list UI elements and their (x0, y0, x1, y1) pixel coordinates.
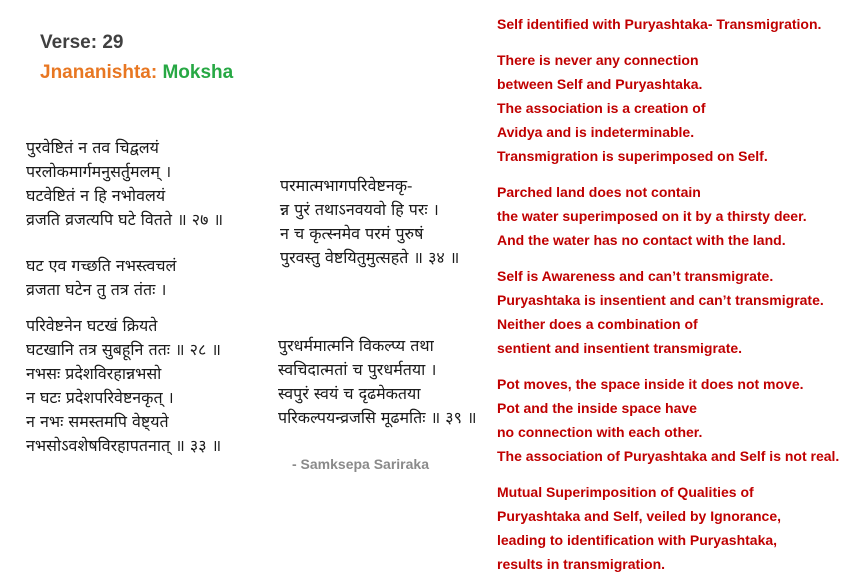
sanskrit-verse-28-33 (26, 314, 221, 458)
subtitle-moksha: Moksha (162, 62, 234, 83)
explanation-line: Transmigration is superimposed on Self. (497, 148, 768, 164)
sanskrit-verse-28-part1 (26, 254, 176, 302)
explanation-paragraph (497, 12, 859, 36)
sanskrit-verse-39 (278, 334, 477, 430)
sanskrit-line: परमात्मभागपरिवेष्टनकृ- (280, 176, 413, 195)
sanskrit-line: व्रजति व्रजत्यपि घटे वितते ॥ २७ ॥ (26, 210, 224, 229)
explanation-line: Puryashtaka is insentient and can’t transmigrate. (497, 292, 824, 308)
explanation-line: The association is a creation of (497, 100, 706, 116)
explanation-line: Self identified with Puryashtaka- Transmigration. (497, 16, 822, 32)
source-citation: - Samksepa Sariraka (292, 456, 429, 472)
sanskrit-line: न नभः समस्तमपि वेष्ट्यते (26, 412, 169, 431)
sanskrit-line: पुरधर्ममात्मनि विकल्प्य तथा (278, 336, 434, 355)
explanation-line: The association of Puryashtaka and Self is not real. (497, 448, 840, 464)
explanation-line: Mutual Superimposition of Qualities of (497, 484, 754, 500)
explanation-line: Pot and the inside space have (497, 400, 697, 416)
sanskrit-line: नभसः प्रदेशविरहान्नभसो (26, 364, 162, 383)
explanation-column (497, 12, 859, 588)
explanation-line: no connection with each other. (497, 424, 703, 440)
explanation-line: between Self and Puryashtaka. (497, 76, 703, 92)
sanskrit-line: न च कृत्स्नमेव परमं पुरुषं (280, 224, 424, 243)
sanskrit-verse-27 (26, 136, 223, 232)
sanskrit-line: घटखानि तत्र सुबहूनि ततः ॥ २८ ॥ (26, 340, 221, 359)
sanskrit-line: घटवेष्टितं न हि नभोवलयं (26, 186, 166, 205)
sanskrit-line: पुरवस्तु वेष्टयितुमुत्सहते ॥ ३४ ॥ (280, 248, 460, 267)
sanskrit-line: परिवेष्टनेन घटखं क्रियते (26, 316, 158, 335)
explanation-line: There is never any connection (497, 52, 699, 68)
sanskrit-line: न घटः प्रदेशपरिवेष्टनकृत् । (26, 388, 174, 407)
sanskrit-line: परलोकमार्गमनुसर्तुमलम् । (26, 162, 172, 181)
explanation-paragraph (497, 264, 859, 360)
sanskrit-line: स्वचिदात्मतां च पुरधर्मतया । (278, 360, 437, 379)
subtitle-jnananishta: Jnananishta: (40, 62, 163, 83)
sanskrit-line: नभसोऽवशेषविरहापतनात् ॥ ३३ ॥ (26, 436, 222, 455)
explanation-line: Self is Awareness and can’t transmigrate. (497, 268, 774, 284)
explanation-line: Pot moves, the space inside it does not move. (497, 376, 804, 392)
verse-number: Verse: 29 (40, 32, 124, 53)
sanskrit-line: न्न पुरं तथाऽनवयवो हि परः । (280, 200, 439, 219)
explanation-line: leading to identification with Puryashtaka, (497, 532, 778, 548)
explanation-line: Avidya and is indeterminable. (497, 124, 695, 140)
explanation-line: Parched land does not contain (497, 184, 701, 200)
explanation-paragraph (497, 180, 859, 252)
explanation-line: results in transmigration. (497, 556, 666, 572)
explanation-line: Puryashtaka and Self, veiled by Ignorance, (497, 508, 781, 524)
sanskrit-verse-34 (280, 174, 459, 270)
explanation-line: And the water has no contact with the land. (497, 232, 786, 248)
sanskrit-line: स्वपुरं स्वयं च दृढमेकतया (278, 384, 421, 403)
sanskrit-line: परिकल्पयन्व्रजसि मूढमतिः ॥ ३९ ॥ (278, 408, 477, 427)
sanskrit-line: व्रजता घटेन तु तत्र तंतः । (26, 280, 167, 299)
subtitle (40, 62, 233, 84)
explanation-line: sentient and insentient transmigrate. (497, 340, 743, 356)
explanation-paragraph (497, 372, 859, 468)
explanation-paragraph (497, 480, 859, 576)
explanation-line: the water superimposed on it by a thirsty deer. (497, 208, 807, 224)
sanskrit-line: पुरवेष्टितं न तव चिद्वलयं (26, 138, 159, 157)
explanation-line: Neither does a combination of (497, 316, 698, 332)
explanation-paragraph (497, 48, 859, 168)
sanskrit-line: घट एव गच्छति नभस्त्वचलं (26, 256, 177, 275)
